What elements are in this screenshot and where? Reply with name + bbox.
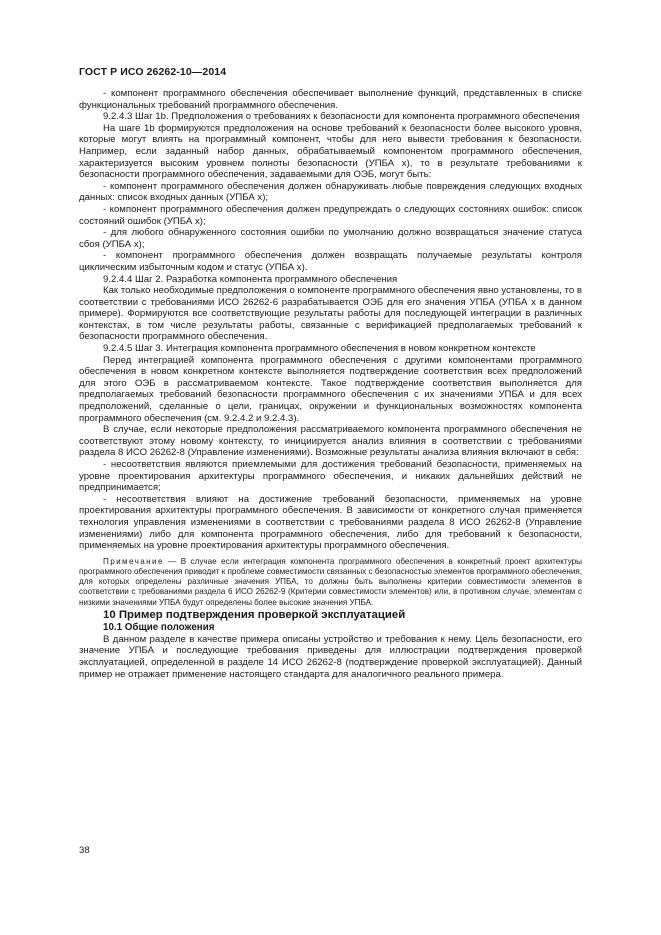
list-item: - компонент программного обеспечения должен предупреждать о следующих состояниях ошибок: список состояний ошибок (УПБА x); [79,203,582,227]
paragraph: В данном разделе в качестве примера описаны устройство и требования к нему. Цель безопасности, его значение УПБА и последующие требования приведены для иллюстрации подтверждения проверкой эксплуатацией, определенной в разделе 14 ИСО 26262-8 (подтверждение проверкой эксплуатацией). Данный пример не отражает применение настоящего стандарта для аналогичного реального примера. [79,633,582,680]
note-label: Примечание [103,556,164,566]
page-number: 38 [79,845,90,856]
list-item: - несоответствия влияют на достижение требований безопасности, применяемых на уровне проектирования архитектуры программного обеспечения. В зависимости от конкретного случая применяется технология управления изменениями в соответствии с требованиями раздела 8 ИСО 26262-8 (Управление изменениями) либо для компонента программного обеспечения, либо для требований к безопасности, применяемых на уровне проектирования архитектуры программного обеспечения. [79,493,582,552]
clause-heading: 9.2.4.3 Шаг 1b. Предположения о требованиях к безопасности для компонента программного обеспечения [103,111,580,123]
list-item: - компонент программного обеспечения должен возвращать получаемые результаты контроля циклическим избыточным кодом и статус (УПБА x). [79,250,582,273]
paragraph: Как только необходимые предположения о компоненте программного обеспечения явно установлены, то в соответствии с требованиями ИСО 26262-6 разрабатывается ОЭБ для его значения УПБА (УПБА x в данном примере). Формируются все соответствующие результаты работы для последующей интеграции в различных контекстах, в том числе результаты работы, связанные с верификацией предполагаемых требований к безопасности программного обеспечения. [79,285,582,343]
paragraph: В случае, если некоторые предположения рассматриваемого компонента программного обеспечения не соответствуют этому новому контексту, то инициируется анализ влияния в соответствии с требованиями раздела 8 ИСО 26262-8 (Управление изменениями). Возможные результаты анализа влияния включают в себя: [79,424,582,459]
subsection-title: 10.1 Общие положения [103,621,215,633]
note [79,557,582,608]
paragraph: Перед интеграцией компонента программного обеспечения с другими компонентами программного обеспечения в новом конкретном контексте выполняется подтверждение соответствия всех предположений для этого ОЭБ в рассматриваемом контексте. Такое подтверждение соответствия выполняется для предполагаемых требований безопасности программного обеспечения с их значениями УПБА и для всех предположений, сделанные о цели, границах, окружении и функциональных возможностях компонента программного обеспечения (см. 9.2.4.2 и 9.2.4.3). [79,354,582,424]
note-text: — В случае если интеграция компонента программного обеспечения в конкретный проект архитектуры программного обеспечения приводит к проблеме совместимости связанных с безопасностью элементов программного обеспечения, для которых определены различные значения УПБА, то должны быть выполнены критерии совместимости элементов в соответствии с требованиями раздела 6 ИСО 26262-9 (Критерии совместимости элементов) или, в противном случае, элементам с низкими значениями УПБА будут определены более высокие значения УПБА. [79,556,582,607]
section-title: 10 Пример подтверждения проверкой эксплуатацией [103,608,406,621]
list-item: - несоответствия являются приемлемыми для достижения требований безопасности, применяемых на уровне проектирования архитектуры программного обеспечения, и никаких дальнейших действий не предпринимается; [79,459,582,494]
clause-heading: 9.2.4.4 Шаг 2. Разработка компонента программного обеспечения [103,273,398,285]
clause-heading: 9.2.4.5 Шаг 3. Интеграция компонента программного обеспечения в новом конкретном контексте [103,343,536,355]
list-item: - компонент программного обеспечения должен обнаруживать любые повреждения следующих входных данных: список входных данных (УПБА x); [79,180,582,204]
paragraph: - компонент программного обеспечения обеспечивает выполнение функций, представленных в списке функциональных требований программного обеспечения. [79,88,582,111]
paragraph: На шаге 1b формируются предположения на основе требований к безопасности более высокого уровня, которые могут влиять на программный компонент, чтобы для него вывести требования к безопасности. Например, если заданный набор данных, обрабатываемый компонентом программного обеспечения, характеризуется высоким уровнем полноты безопасности (УПБА x), то в результате требованиями к безопасности программного обеспечения, задаваемыми для ОЭБ, могут быть: [79,122,582,181]
document-body [79,88,582,680]
list-item: - для любого обнаруженного состояния ошибки по умолчанию должно возвращаться значение статуса сбоя (УПБА x); [79,227,582,250]
document-header: ГОСТ Р ИСО 26262-10—2014 [79,66,227,78]
